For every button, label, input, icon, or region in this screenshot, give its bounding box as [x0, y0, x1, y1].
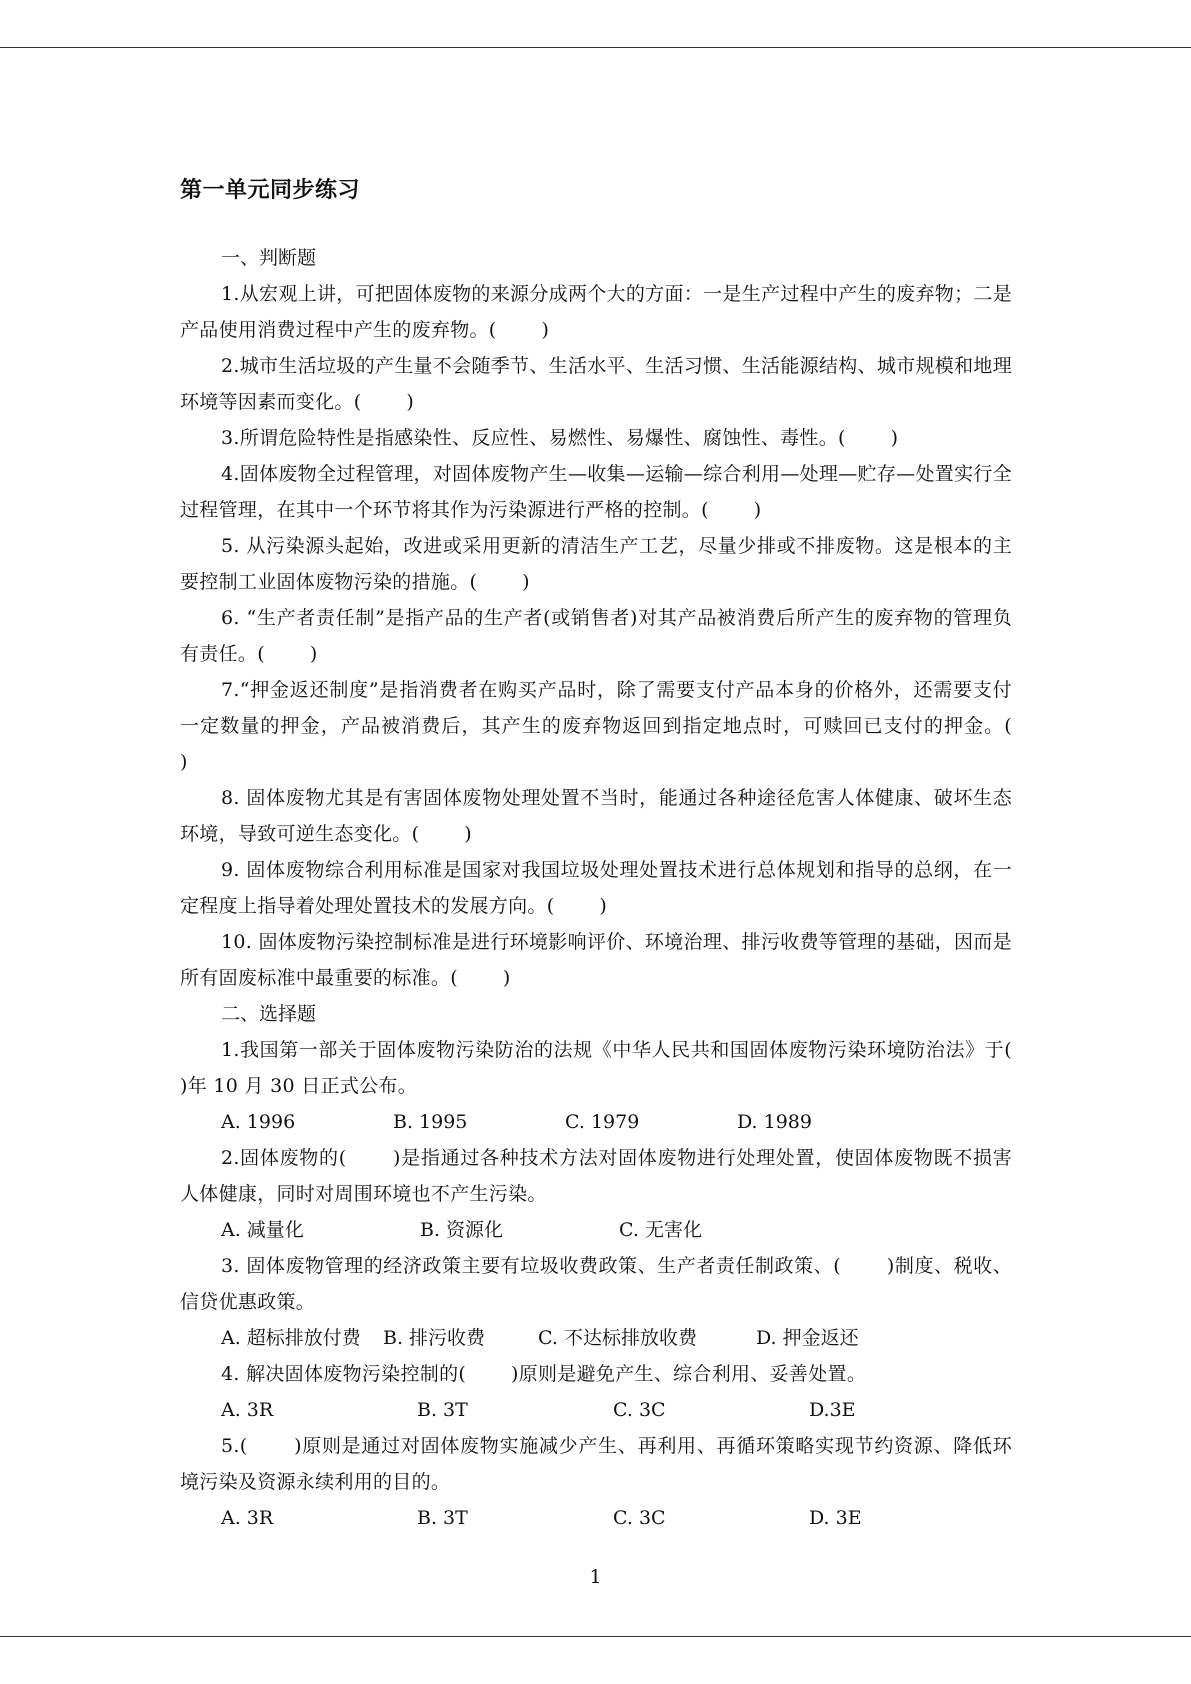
choice-option: B. 1995 — [393, 1111, 468, 1133]
choice-option: A. 3R — [221, 1507, 274, 1529]
choice-option: B. 排污收费 — [383, 1327, 486, 1349]
section-heading-true-false: 一、判断题 — [221, 247, 317, 269]
choice-options — [180, 1104, 1012, 1140]
page-title: 第一单元同步练习 — [180, 178, 361, 203]
choice-option: D. 3E — [809, 1507, 862, 1529]
choice-option: A. 1996 — [221, 1111, 296, 1133]
choice-option: B. 3T — [417, 1507, 468, 1529]
choice-option: C. 1979 — [565, 1111, 640, 1133]
choice-question: 3. 固体废物管理的经济政策主要有垃圾收费政策、生产者责任制政策、( )制度、税收、信贷优惠政策。 — [180, 1255, 1012, 1313]
choice-question: 4. 解决固体废物污染控制的( )原则是避免产生、综合利用、妥善处置。 — [221, 1363, 867, 1385]
choice-option: C. 无害化 — [619, 1219, 702, 1241]
question-item: 6. “生产者责任制”是指产品的生产者(或销售者)对其产品被消费后所产生的废弃物的管理负有责任。( ) — [180, 607, 1012, 665]
question-item: 4.固体废物全过程管理，对固体废物产生—收集—运输—综合利用—处理—贮存—处置实行全过程管理，在其中一个环节将其作为污染源进行严格的控制。( ) — [180, 463, 1012, 521]
choice-option: C. 3C — [613, 1399, 666, 1421]
question-item: 8. 固体废物尤其是有害固体废物处理处置不当时，能通过各种途径危害人体健康、破坏生态环境，导致可逆生态变化。( ) — [180, 787, 1012, 845]
section-heading-multiple-choice: 二、选择题 — [221, 1003, 317, 1025]
question-item: 1.从宏观上讲，可把固体废物的来源分成两个大的方面：一是生产过程中产生的废弃物；二是产品使用消费过程中产生的废弃物。( ) — [180, 283, 1012, 341]
choice-option: D. 押金返还 — [756, 1327, 859, 1349]
header-rule — [0, 47, 1191, 48]
choice-option: D.3E — [809, 1399, 856, 1421]
question-item: 5. 从污染源头起始，改进或采用更新的清洁生产工艺，尽量少排或不排废物。这是根本的主要控制工业固体废物污染的措施。( ) — [180, 535, 1012, 593]
question-item: 7.“押金返还制度”是指消费者在购买产品时，除了需要支付产品本身的价格外，还需要支付一定数量的押金，产品被消费后，其产生的废弃物返回到指定地点时，可赎回已支付的押金。( ) — [180, 679, 1057, 773]
choice-options — [180, 1212, 1012, 1248]
choice-question: 2.固体废物的( )是指通过各种技术方法对固体废物进行处理处置，使固体废物既不损害人体健康，同时对周围环境也不产生污染。 — [180, 1147, 1012, 1205]
question-item: 9. 固体废物综合利用标准是国家对我国垃圾处理处置技术进行总体规划和指导的总纲，在一定程度上指导着处理处置技术的发展方向。( ) — [180, 859, 1012, 917]
choice-option: A. 超标排放付费 — [221, 1327, 361, 1349]
choice-option: B. 资源化 — [420, 1219, 504, 1241]
question-item: 2.城市生活垃圾的产生量不会随季节、生活水平、生活习惯、生活能源结构、城市规模和地理环境等因素而变化。( ) — [180, 355, 1012, 413]
choice-option: B. 3T — [417, 1399, 468, 1421]
choice-option: D. 1989 — [737, 1111, 812, 1133]
choice-question: 1.我国第一部关于固体废物污染防治的法规《中华人民共和国固体废物污染环境防治法》于( )年 10 月 30 日正式公布。 — [180, 1039, 1057, 1097]
page-number: 1 — [589, 1566, 602, 1588]
choice-option: A. 减量化 — [221, 1219, 304, 1241]
question-item: 3.所谓危险特性是指感染性、反应性、易燃性、易爆性、腐蚀性、毒性。( ) — [221, 427, 899, 449]
choice-options — [180, 1320, 1012, 1356]
choice-option: A. 3R — [221, 1399, 274, 1421]
choice-option: C. 不达标排放收费 — [538, 1327, 697, 1349]
choice-option: C. 3C — [613, 1507, 666, 1529]
choice-question: 5.( )原则是通过对固体废物实施减少产生、再利用、再循环策略实现节约资源、降低环境污染及资源永续利用的目的。 — [180, 1435, 1012, 1493]
question-item: 10. 固体废物污染控制标准是进行环境影响评价、环境治理、排污收费等管理的基础，因而是所有固废标准中最重要的标准。( ) — [180, 931, 1012, 989]
choice-options — [180, 1500, 1012, 1536]
choice-options — [180, 1392, 1012, 1428]
footer-rule — [0, 1636, 1191, 1637]
document-body — [180, 176, 1057, 1536]
